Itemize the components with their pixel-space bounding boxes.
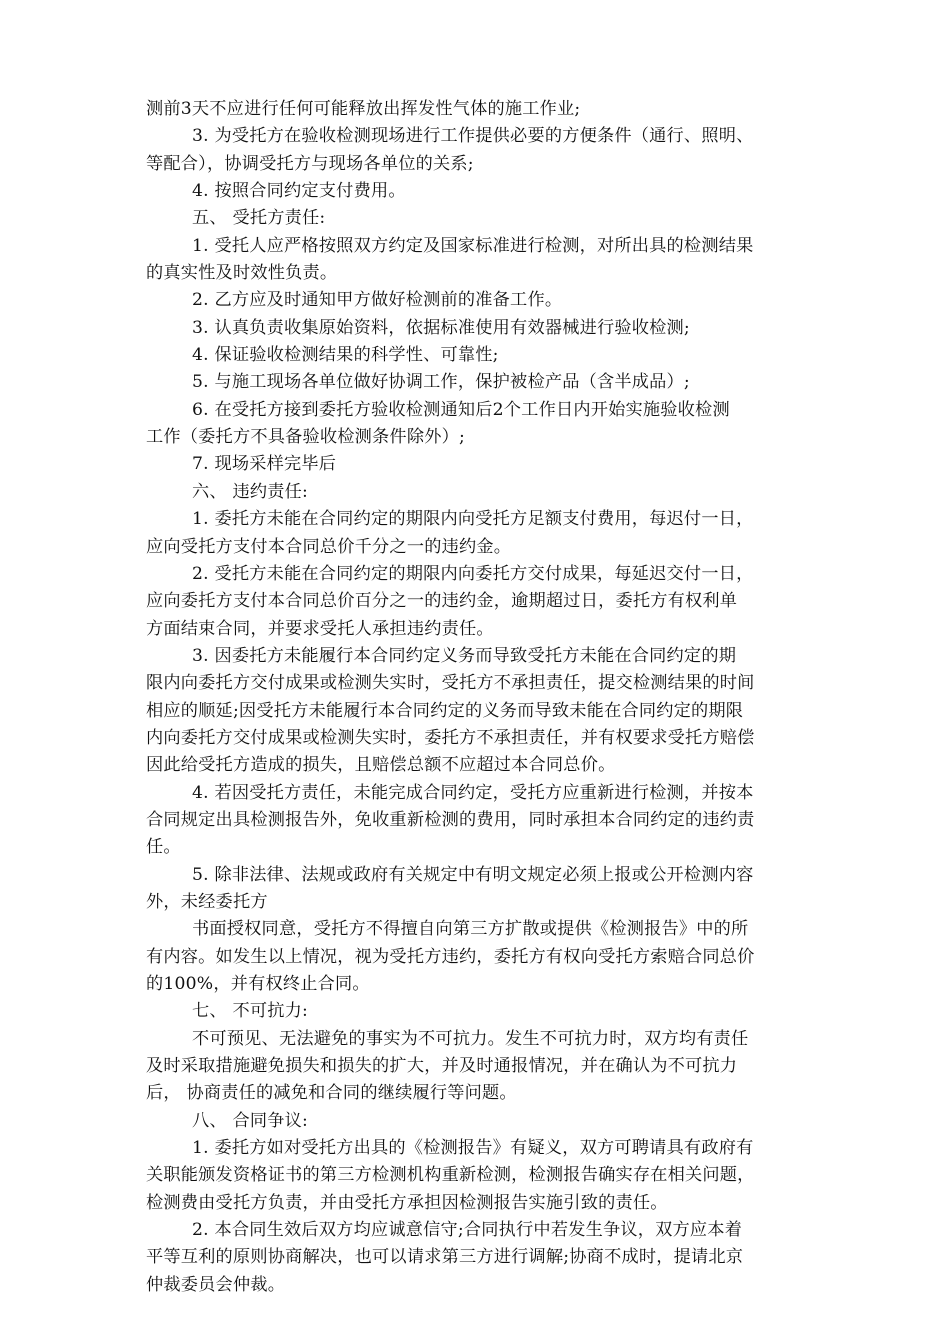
text-line: 3. 因委托方未能履行本合同约定义务而导致受托方未能在合同约定的期 bbox=[192, 645, 737, 666]
text-line: 6. 在受托方接到委托方验收检测通知后2个工作日内开始实施验收检测 bbox=[192, 399, 730, 420]
text-line: 5. 与施工现场各单位做好协调工作，保护被检产品（含半成品）; bbox=[192, 372, 690, 393]
text-line: 方面结束合同，并要求受托人承担违约责任。 bbox=[146, 618, 494, 639]
text-line: 应向委托方支付本合同总价百分之一的违约金，逾期超过日，委托方有权利单 bbox=[146, 591, 738, 612]
text-line: 平等互利的原则协商解决，也可以请求第三方进行调解;协商不成时，提请北京 bbox=[146, 1247, 744, 1268]
text-line: 后， 协商责任的减免和合同的继续履行等问题。 bbox=[146, 1083, 517, 1104]
text-line: 检测费由受托方负责，并由受托方承担因检测报告实施引致的责任。 bbox=[146, 1192, 668, 1213]
text-line: 相应的顺延;因受托方未能履行本合同约定的义务而导致未能在合同约定的期限 bbox=[146, 700, 744, 721]
text-line: 2. 受托方未能在合同约定的期限内向委托方交付成果，每延迟交付一日， bbox=[192, 563, 754, 584]
text-line: 3. 为受托方在验收检测现场进行工作提供必要的方便条件（通行、照明、 bbox=[192, 126, 754, 147]
text-line: 的100%，并有权终止合同。 bbox=[146, 974, 370, 994]
text-line: 仲裁委员会仲裁。 bbox=[146, 1274, 286, 1295]
text-line: 五、 受托方责任: bbox=[192, 208, 326, 229]
text-line: 不可预见、无法避免的事实为不可抗力。发生不可抗力时，双方均有责任 bbox=[192, 1028, 749, 1049]
text-line: 内向委托方交付成果或检测失实时，委托方不承担责任，并有权要求受托方赔偿 bbox=[146, 727, 755, 748]
text-line: 5. 除非法律、法规或政府有关规定中有明文规定必须上报或公开检测内容 bbox=[192, 864, 754, 885]
text-line: 1. 受托人应严格按照双方约定及国家标准进行检测，对所出具的检测结果 bbox=[192, 235, 754, 256]
text-line: 限内向委托方交付成果或检测失实时，受托方不承担责任，提交检测结果的时间 bbox=[146, 673, 755, 694]
text-line: 的真实性及时效性负责。 bbox=[146, 263, 338, 284]
text-line: 应向受托方支付本合同总价千分之一的违约金。 bbox=[146, 536, 512, 557]
text-line: 1. 委托方未能在合同约定的期限内向受托方足额支付费用，每迟付一日， bbox=[192, 509, 754, 530]
text-line: 等配合），协调受托方与现场各单位的关系; bbox=[146, 153, 474, 174]
text-line: 合同规定出具检测报告外，免收重新检测的费用，同时承担本合同约定的违约责 bbox=[146, 809, 755, 830]
text-line: 7. 现场采样完毕后 bbox=[192, 454, 337, 475]
text-line: 任。 bbox=[146, 837, 181, 858]
text-line: 1. 委托方如对受托方出具的《检测报告》有疑义，双方可聘请具有政府有 bbox=[192, 1138, 754, 1159]
text-line: 六、 违约责任: bbox=[192, 481, 308, 502]
document-body bbox=[146, 96, 816, 1299]
text-line: 七、 不可抗力: bbox=[192, 1001, 308, 1022]
text-line: 有内容。如发生以上情况，视为受托方违约，委托方有权向受托方索赔合同总价 bbox=[146, 946, 755, 967]
text-line: 八、 合同争议: bbox=[192, 1110, 308, 1131]
text-line: 工作（委托方不具备验收检测条件除外）; bbox=[146, 427, 465, 448]
text-line: 2. 本合同生效后双方均应诚意信守;合同执行中若发生争议，双方应本着 bbox=[192, 1220, 743, 1241]
text-line: 3. 认真负责收集原始资料，依据标准使用有效器械进行验收检测; bbox=[192, 317, 690, 338]
text-line: 2. 乙方应及时通知甲方做好检测前的准备工作。 bbox=[192, 290, 563, 311]
text-line: 关职能颁发资格证书的第三方检测机构重新检测，检测报告确实存在相关问题， bbox=[146, 1165, 755, 1186]
text-line: 书面授权同意，受托方不得擅自向第三方扩散或提供《检测报告》中的所 bbox=[192, 919, 749, 940]
text-line: 及时采取措施避免损失和损失的扩大，并及时通报情况，并在确认为不可抗力 bbox=[146, 1056, 738, 1077]
text-line: 4. 若因受托方责任，未能完成合同约定，受托方应重新进行检测，并按本 bbox=[192, 782, 754, 803]
text-line: 因此给受托方造成的损失，且赔偿总额不应超过本合同总价。 bbox=[146, 755, 616, 776]
text-line: 外，未经委托方 bbox=[146, 891, 268, 912]
text-line: 4. 按照合同约定支付费用。 bbox=[192, 181, 406, 202]
text-line: 测前3天不应进行任何可能释放出挥发性气体的施工作业; bbox=[146, 99, 581, 119]
text-line: 4. 保证验收检测结果的科学性、可靠性; bbox=[192, 345, 499, 366]
